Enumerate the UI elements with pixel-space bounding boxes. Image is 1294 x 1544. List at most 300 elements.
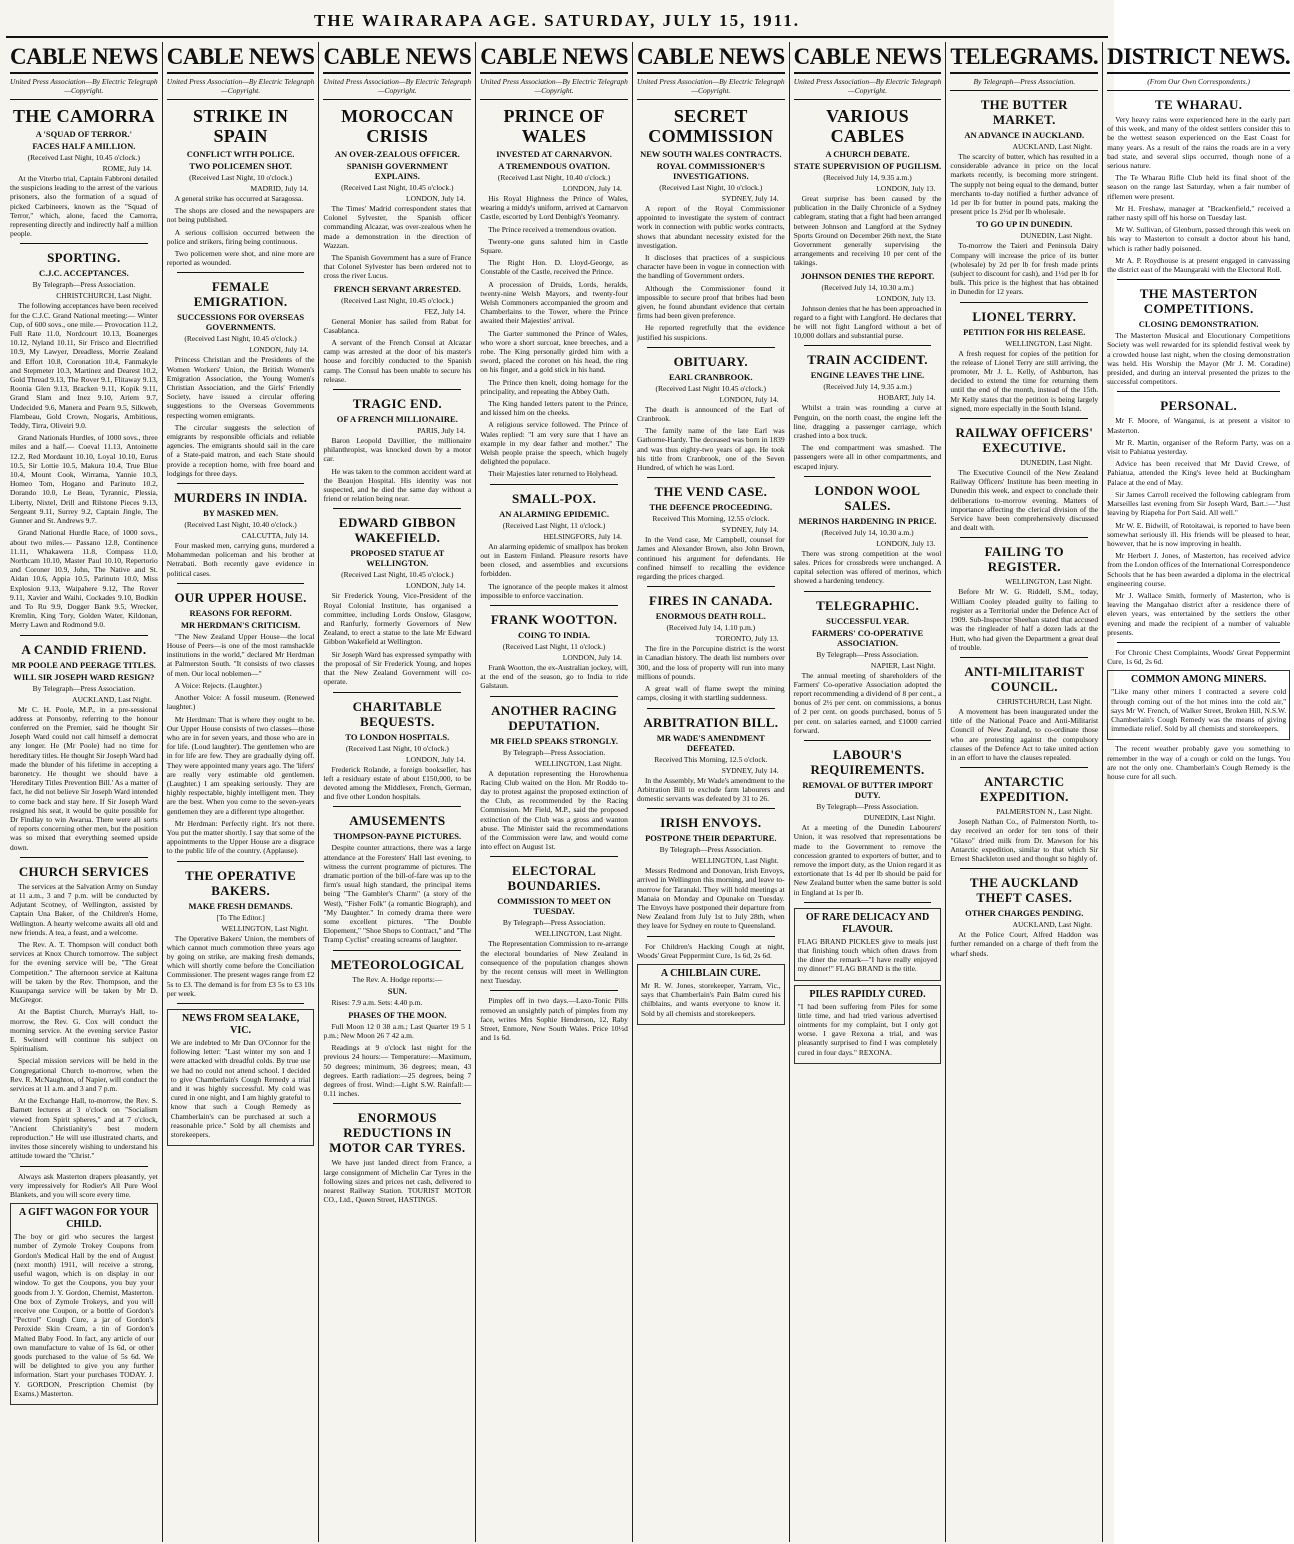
section-divider [960, 418, 1088, 419]
article-paragraph: The following acceptances have been received for the C.J.C. Grand National meeting:— Winter Cup, of 600 sovs., one mile.— Provocation 11.2, Full Rate 11.0, Nordcourt 10.13, Boanerges 10.12, Nyland 10.11, Sir Frisco and Electrified 10.9, My Lawyer, Dreadless, Morrie Zealand and Effort 10.8, Coronation 10.4, Fanmakyle and Stepmeter 10.3, Martinez and Dearest 10.2, Gold Thread 9.13, The Rover 9.1, Flitaway 9.13, Roonia Glen 9.13, Bracken 9.11, Kopik 9.11, Grand Slam and Inez 9.10, Ariem 9.7, Undecided 9.6, Manera and Pearn 9.5, Silkweb, Flambeau, Gold Crown, Nogaris, Ambitious, Teddy, Tirra, Oliveiri 9.0. [10, 301, 158, 431]
press-credit: United Press Association—By Electric Telegraph—Copyright. [637, 74, 785, 100]
section-divider [647, 936, 775, 937]
section-divider [333, 1103, 461, 1104]
received-line: By Telegraph—Press Association. [816, 802, 919, 812]
article-paragraph: For Chronic Chest Complaints, Woods' Great Peppermint Cure, 1s 6d, 2s 6d. [1107, 647, 1291, 667]
article-headline: ENORMOUS REDUCTIONS IN MOTOR CAR TYRES. [329, 1110, 466, 1156]
article-headline: THE CAMORRA [12, 106, 155, 126]
article-headline: THE VEND CASE. [654, 484, 768, 500]
article-headline: THE AUCKLAND THEFT CASES. [969, 875, 1079, 906]
article-paragraph: To-morrow the Taieri and Peninsula Dairy Company will increase the price of its butter (wholesale) by 2d per lb for fresh made prints (subject to discount for cash), and 1½d per lb for bulk. This price is the highest that has obtained in Dunedin for 12 years. [950, 241, 1099, 297]
section-divider [333, 389, 461, 390]
article-subheading: NEW SOUTH WALES CONTRACTS. [640, 149, 782, 159]
article-headline: STRIKE IN SPAIN [192, 106, 289, 146]
article-paragraph: Special mission services will be held in the Congregational Church to-morrow, when the Rev. R. McNaughton, of Napier, will conduct the services at 11 a.m. and 3 and 7 p.m. [10, 1056, 158, 1094]
article-paragraph: The end compartment was smashed. The passengers were all in other compartments, and escaped injury. [793, 443, 942, 471]
article-paragraph: Mr A. P. Roydhouse is at present engaged in canvassing the district east of the Maungaraki with the Electoral Roll. [1107, 255, 1291, 275]
article-subheading: SUN. [387, 985, 407, 996]
article-paragraph: The death is announced of the Earl of Cranbrook. [636, 404, 785, 424]
article-paragraph: Baron Leopold Davillier, the millionaire philanthropist, was knocked down by a motor car. [323, 436, 472, 464]
article-headline: EDWARD GIBBON WAKEFIELD. [338, 515, 456, 546]
received-line: (Received Last Night, 11 o'clock.) [502, 520, 606, 530]
article-paragraph: A report of the Royal Commissioner appointed to investigate the system of contract work in connection with public works contracts, shows that abundant necessity existed for the investigation. [636, 204, 785, 250]
press-credit: (From Our Own Correspondents.) [1107, 74, 1290, 91]
section-divider [804, 476, 932, 477]
article-paragraph: The services at the Salvation Army on Sunday at 11 a.m., 3 and 7 p.m. will be conducted by Adjutant Scotney, of Wellington, assisted by Captain Una Baker, of the Children's Home, Wellington. A hearty welcome awaits all old and new friends. A tea, a feast, and a welcome. [10, 881, 158, 937]
article-subheading: REMOVAL OF BUTTER IMPORT DUTY. [802, 780, 933, 801]
place-dateline: DUNEDIN, Last Night. [1020, 231, 1093, 241]
section-divider [177, 583, 305, 584]
section-divider [960, 302, 1088, 303]
article-paragraph: A servant of the French Consul at Alcazar camp was arrested at the door of his master's house and forcibly conducted to the Spanish camp. The Consul has been unable to secure his release. [323, 338, 472, 384]
article-paragraph: Joseph Nathan Co., of Palmerston North, to-day received an order for ten tons of their "Glaxo" dried milk from Dr. Mawson for his Antarctic expedition, similar to that which Sir Ernest Shackleton used and thought so highly of. [950, 817, 1099, 863]
article-paragraph: Messrs Redmond and Donovan, Irish Envoys, arrived in Wellington this morning, and leave to-morrow for Taranaki. They will hold meetings at Manaia on Monday and Opunake on Tuesday. The Envoys have postponed their departure from New Zealand from July 1st to July 28th, when they leave for Sydney en route to Queensland. [636, 866, 785, 931]
article-subheading: FRENCH SERVANT ARRESTED. [333, 283, 461, 294]
article-headline: THE BUTTER MARKET. [980, 97, 1068, 127]
article-paragraph: For Children's Hacking Cough at night, Woods' Great Peppermint Cure, 1s 6d, 2s 6d. [636, 941, 785, 960]
article-paragraph: Pimples off in two days.—Laxo-Tonic Pills removed an unsightly patch of pimples from my face, writes Mrs Sophie Henderson, 12, Raby Street, Enmore, New South Wales. Price 10½d and 1s 6d. [480, 996, 628, 1043]
received-line: (Received Last Night, 10.40 o'clock.) [184, 520, 297, 530]
article-paragraph: The Representation Commission to re-arrange the electoral boundaries of New Zealand in consequence of the population changes shown by the recent census will meet in Wellington next Tuesday. [480, 939, 628, 986]
article-paragraph: We have just landed direct from France, a large consignment of Michelin Car Tyres in the following sizes and prices net cash, delivered to nearest Railway Station. TOURIST MOTOR CO., Ltd., Queen Street, HASTINGS. [323, 1158, 472, 1205]
received-line: By Telegraph—Press Association. [32, 280, 136, 290]
article-paragraph: Frederick Rolande, a foreign bookseller, has left a residuary estate of about £150,000, to be devoted among the Middlesex, French, German, and five other London hospitals. [323, 764, 472, 802]
article-headline: OBITUARY. [673, 353, 748, 369]
article-subheading: ROYAL COMMISSIONER'S INVESTIGATIONS. [656, 161, 765, 181]
article-subheading: SPANISH GOVERNMENT EXPLAINS. [346, 161, 448, 181]
article-paragraph: The Garter summoned the Prince of Wales, who wore a short surcoat, knee breeches, and a robe. The King personally girded him with a sword, placed the coronet on his head, the ring on his finger, and a gold stick in his hand. [480, 328, 628, 375]
article-subheading: A TREMENDOUS OVATION. [498, 161, 610, 171]
article-paragraph: A Voice: Rejects. (Laughter.) [174, 680, 262, 690]
article-subheading: PROPOSED STATUE AT WELLINGTON. [350, 548, 445, 569]
article-paragraph: At the Exchange Hall, to-morrow, the Rev. S. Barnett lectures at 3 o'clock on "Socialism viewed from Spirit spheres," and at 7 o'clock, "Ancient Christianity's best modern reproduction." He will use illustrated charts, and invites those sincerely wishing to understand his attitude toward the "Christ." [10, 1096, 158, 1161]
article-headline: LABOUR'S REQUIREMENTS. [810, 747, 925, 778]
article-subheading: TWO POLICEMEN SHOT. [189, 161, 292, 171]
article-headline: PRINCE OF WALES [503, 106, 605, 146]
article-paragraph: The Right Hon. D. Lloyd-George, as Constable of the Castle, received the Prince. [480, 258, 628, 277]
article-subheading: OF A FRENCH MILLIONAIRE. [336, 414, 458, 425]
received-line: (Received Last Night, 10 o'clock.) [659, 183, 763, 192]
article-subheading: ENGINE LEAVES THE LINE. [810, 370, 925, 381]
place-dateline: AUCKLAND, Last Night. [1012, 142, 1093, 151]
received-line: Received This Morning, 12.55 o'clock. [652, 514, 770, 524]
article-paragraph: His Royal Highness the Prince of Wales, wearing a middy's uniform, arrived at Carnarvon Castle, escorted by Lord Denbigh's Yeomanry. [480, 194, 628, 222]
place-dateline: LONDON, July 14. [562, 184, 622, 193]
article-headline: ANOTHER RACING DEPUTATION. [491, 702, 618, 733]
place-dateline: LONDON, July 13. [876, 538, 936, 548]
article-headline: ANTI-MILITARIST COUNCIL. [964, 663, 1085, 694]
article-paragraph: At the Police Court, Alfred Haddon was further remanded on a charge of theft from the wharf sheds. [950, 930, 1099, 958]
section-divider [490, 484, 618, 485]
article-paragraph: Two policemen were shot, and nine more are reported as wounded. [166, 249, 315, 268]
place-dateline: FEZ, July 14. [424, 306, 466, 316]
article-paragraph: In the Vend case, Mr Campbell, counsel for James and Alexander Brown, also John Brown, continued his argument for defendants. He confined himself to recalling the evidence regarding the prices charged. [636, 535, 785, 582]
received-line: By Telegraph—Press Association. [816, 649, 919, 659]
article-headline: ELECTORAL BOUNDARIES. [507, 863, 601, 894]
article-headline: METEOROLOGICAL [330, 956, 465, 972]
article-paragraph: It discloses that practices of a suspicious character have been in vogue in connection with the handling of Government orders. [636, 253, 785, 281]
ad-heading: COMMON AMONG MINERS. [1131, 674, 1267, 686]
section-divider [1117, 642, 1280, 643]
article-paragraph: The recent weather probably gave you something to remember in the way of a cough or cold on the lungs. You are not the only one. Chamberlain's Cough Remedy is the house cure for all such. [1107, 744, 1291, 781]
received-line: (Received Last Night, 10.45 o'clock.) [341, 570, 454, 580]
article-subheading: MR WADE'S AMENDMENT DEFEATED. [656, 732, 765, 753]
place-dateline: LONDON, July 14. [406, 581, 466, 591]
article-subheading: MR FIELD SPEAKS STRONGLY. [490, 735, 618, 746]
article-paragraph: Great surprise has been caused by the publication in the Daily Chronicle of a Sydney cablegram, stating that a fight had been arranged between Johnson and Langford at the Sydney Sports Ground on December 26th next, the State Government generally supervising the arrangements and receiving 10 per cent of the takings. [793, 194, 942, 268]
article-headline: SECRET COMMISSION [648, 106, 774, 146]
article-paragraph: Mr J. Wallace Smith, formerly of Masterton, who is leaving the Mangahao district after a residence there of eleven years, was entertained by the settlers the other evening and made the recipient of a number of valuable presents. [1107, 590, 1291, 637]
section-divider [333, 950, 461, 951]
place-dateline: DUNEDIN, Last Night. [1020, 458, 1093, 468]
place-dateline: CHRISTCHURCH, Last Night. [996, 696, 1093, 706]
article-paragraph: A deputation representing the Horowhenua Racing Club waited on the Hon. Mr Roddo to-day to protest against the proposed extinction of the Club, as recommended by the Racing Commission. Mr Field, M.P., said the proposed extinction of the Club was a gross and wanton abuse. The Minister said the recommendations of the Commission were law, and would come into effect on August 1st. [480, 768, 628, 852]
article-paragraph: Whilst a train was rounding a curve at Penguin, on the north coast, the engine left the line, dragging a passenger carriage, which crashed into a box truck. [793, 403, 942, 441]
article-headline: LIONEL TERRY. [972, 308, 1077, 324]
section-divider [177, 1003, 305, 1004]
place-dateline: ROME, July 14. [102, 164, 152, 173]
advertisement [637, 964, 785, 1025]
article-paragraph: The Executive Council of the New Zealand Railway Officers' Institute has been meeting in Dunedin this week, and expect to conclude their deliberations to-morrow evening. Matters of importance affecting the clerical division of the Service have been comprehensively discussed and dealt with. [950, 468, 1099, 533]
article-headline: CHURCH SERVICES [18, 863, 149, 879]
article-subheading: POSTPONE THEIR DEPARTURE. [645, 833, 777, 844]
section-divider [490, 990, 618, 991]
article-subheading: MERINOS HARDENING IN PRICE. [798, 515, 937, 526]
article-paragraph: Johnson denies that he has been approached in regard to a fight with Langford. He declares that he will not fight Langford without a bet of 10,000 dollars and substantial purse. [793, 303, 942, 341]
section-divider [490, 856, 618, 857]
article-paragraph: Full Moon 12 0 38 a.m.; Last Quarter 19 5 1 p.m.; New Moon 26 7 42 a.m. [323, 1021, 472, 1040]
article-headline: MOROCCAN CRISIS [341, 106, 454, 146]
received-line: The Rev. A. Hodge reports:— [352, 974, 443, 984]
place-dateline: AUCKLAND, Last Night. [72, 694, 152, 704]
advertisement [1107, 670, 1290, 740]
article-paragraph: Mr Herdman: That is where they ought to be. Our Upper House consists of two classes—those who are in for seven years, and those who are in for life. (Loud laughter). The gentlemen who are in for life are few. They are gradually dying off. They were appointed many years ago. The 'lifers' are really very estimable old gentlemen. (Laughter.) I am speaking seriously. They are highly respectable, highly intelligent men. They are the best. When you come to the seven-years gentlemen they are a different type altogether. [166, 714, 315, 816]
received-line: [To The Editor.] [216, 912, 265, 922]
received-line: (Received July 14, 10.30 a.m.) [821, 527, 914, 537]
place-dateline: LONDON, July 14. [249, 345, 309, 355]
column-1 [6, 42, 163, 1542]
article-paragraph: Sir James Carroll received the following cablegram from Marseilles last evening from Sir Joseph Ward, Bart.:—"Just leaving by Riapeha for Port Said. All well." [1107, 489, 1291, 518]
section-divider [647, 477, 775, 478]
section-divider [804, 591, 932, 592]
article-paragraph: Mr C. H. Poole, M.P., in a pre-sessional address at Ponsonby, referring to the honour conferred on the Premier, said he thought Sir Joseph Ward could not call himself a democrat any longer. He (Mr Poole) had no time for hereditary titles. He thought Sir Joseph Ward had made the blunder of his lifetime in accepting a baronetcy. He thought we should have a 'Hereditary Titles Prevention Bill.' As a matter of fact, he did not believe Sir Joseph Ward intended to come back and stay here. If Sir Joseph Ward resigned his seat, it would be quite possible for Dr Findlay to win Awarua. There were all sorts of reports concerning other men, but the position was so mixed that everything seemed upside down. [10, 704, 158, 852]
article-paragraph: The Times' Madrid correspondent states that Colonel Sylvester, the Spanish officer commanding Alcazar, was over-zealous when he made a demonstration in the direction of Wazzan. [323, 204, 472, 250]
article-subheading: PHASES OF THE MOON. [348, 1009, 447, 1020]
place-dateline: LONDON, July 14. [719, 394, 779, 404]
article-subheading: THOMPSON-PAYNE PICTURES. [333, 831, 462, 842]
article-paragraph: Despite counter attractions, there was a large attendance at the Foresters' Hall last evening, to witness the current programme of pictures. The dramatic portion of the bill-of-fare was up to the firm's usual high standard, the principal items being "The Gambler's Charm" (a story of the West), "Fisher Folk" (a romantic Biograph), and "My Daughter." In comedy drama there were some excellent pictures. "The Double Elopement," "Shoe Shops to Contract," and "The Tramp Cyclist" creating screams of laughter. [323, 843, 472, 945]
section-divider [20, 1166, 148, 1167]
press-credit: United Press Association—By Electric Telegraph—Copyright. [794, 74, 942, 100]
column-heading: CABLE NEWS [10, 42, 158, 74]
article-subheading: CONFLICT WITH POLICE. [186, 149, 295, 159]
ad-heading: NEWS FROM SEA LAKE, VIC. [181, 1012, 300, 1036]
place-dateline: LONDON, July 14. [406, 194, 466, 203]
place-dateline: WELLINGTON, Last Night. [1005, 577, 1093, 587]
place-dateline: DUNEDIN, Last Night. [863, 813, 936, 823]
section-divider [960, 767, 1088, 768]
place-dateline: WELLINGTON, Last Night. [535, 758, 622, 768]
section-divider [647, 708, 775, 709]
article-paragraph: The Te Wharau Rifle Club held its final shoot of the season on the range last Saturday, when a fair number of riflemen were present. [1107, 173, 1291, 201]
article-headline: LONDON WOOL SALES. [814, 482, 921, 513]
article-headline: TE WHARAU. [1155, 97, 1243, 112]
article-headline: A CANDID FRIEND. [21, 641, 147, 657]
article-subheading: WILL SIR JOSEPH WARD RESIGN? [13, 671, 155, 682]
article-headline: TRAIN ACCIDENT. [807, 352, 928, 368]
article-paragraph: In the Assembly, Mr Wade's amendment to the Arbitration Bill to exclude farm labourers and domestic servants was defeated by 31 to 26. [636, 775, 785, 803]
article-subheading: C.J.C. ACCEPTANCES. [38, 268, 129, 279]
article-headline: MURDERS IN INDIA. [173, 490, 308, 506]
section-divider [490, 605, 618, 606]
article-headline: FIRES IN CANADA. [648, 593, 773, 609]
article-paragraph: Before Mr W. G. Riddell, S.M., today, William Cooley pleaded guilty to failing to register as a Territorial under the Defence Act of 1909. Sub-Inspector Sheehan stated that accused was the ringleader of half a dozen lads at the Hutt, who had given the Department a great deal of trouble. [950, 587, 1099, 652]
column-8 [1103, 42, 1294, 1542]
place-dateline: WELLINGTON, Last Night. [1005, 338, 1093, 348]
section-divider [333, 806, 461, 807]
section-divider [177, 272, 305, 273]
article-paragraph: Mr Herdman: Perfectly right. It's not there. You put the matter shortly. I say that some of the appointments to the Upper House are a disgrace to the public life of the country. (Applause). [166, 818, 315, 856]
advertisement [167, 1009, 315, 1146]
advertisement [10, 1203, 158, 1405]
article-headline: SMALL-POX. [511, 490, 597, 506]
column-heading: TELEGRAMS. [950, 42, 1098, 74]
column-4 [476, 42, 633, 1542]
column-3 [319, 42, 476, 1542]
section-divider [647, 586, 775, 587]
article-paragraph: The annual meeting of shareholders of the Farmers' Co-operative Association adopted the report recommending a dividend of 8 per cent., a bonus of 2½ per cent. on commissions, a bonus of 2 per cent. on goods purchased, bonus of 5 per cent. on salaries earned, and £1000 carried forward. [793, 670, 942, 735]
column-2 [163, 42, 320, 1542]
article-subheading: MR POOLE AND PEERAGE TITLES. [11, 659, 156, 670]
article-headline: THE MASTERTON COMPETITIONS. [1139, 286, 1258, 317]
article-subheading: A 'SQUAD OF TERROR.' [35, 129, 133, 139]
article-paragraph: Princess Christian and the Presidents of the Women Workers' Union, the British Women's Emigration Association, the Young Women's Christian Association, and the Girls' Friendly Society, have issued a circular offering suggestions to the Overseas Governments respecting women emigrants. [166, 355, 315, 420]
article-paragraph: Mr H. Freshaw, manager at "Brackenfield," received a rather nasty spill off his horse on Tuesday last. [1107, 203, 1291, 223]
place-dateline: SYDNEY, July 14. [721, 525, 779, 535]
place-dateline: CHRISTCHURCH, Last Night. [56, 291, 152, 301]
article-headline: FRANK WOOTTON. [490, 611, 618, 627]
article-paragraph: Advice has been received that Mr David Crewe, of Pahiatua, attended the King's levee held at Buckingham Palace at the end of May. [1107, 459, 1291, 487]
article-subheading: PETITION FOR HIS RELEASE. [963, 326, 1086, 337]
ad-body: FLAG BRAND PICKLES give to meals just that finishing touch which often draws from the diner the remark—"I have really enjoyed my dinner!" FLAG BRAND is the title. [797, 936, 938, 974]
place-dateline: NAPIER, Last Night. [870, 660, 936, 670]
place-dateline: WELLINGTON, Last Night. [535, 929, 622, 939]
article-subheading: REASONS FOR REFORM. [189, 607, 292, 618]
place-dateline: HOBART, July 14. [878, 393, 936, 403]
article-paragraph: There was strong competition at the wool sales. Prices for crossbreds were unchanged. A capital selection was offered of merinos, which showed a hardening tendency. [793, 548, 942, 586]
article-paragraph: Readings at 9 o'clock last night for the previous 24 hours:— Temperature:—Maximum, 50 degrees; minimum, 36 degrees; mean, 43 degrees. Earth radiation:—25 degrees, being 7 degrees of frost. Wind:—Light S.W. Rainfall:—0.11 inches. [323, 1043, 472, 1099]
article-paragraph: Mr R. Martin, organiser of the Reform Party, was on a visit to Pahiatua yesterday. [1107, 437, 1291, 457]
column-heading: DISTRICT NEWS. [1107, 42, 1290, 74]
article-subheading: SUCCESSIONS FOR OVERSEAS GOVERNMENTS. [177, 312, 305, 333]
received-line: By Telegraph—Press Association. [502, 747, 606, 757]
article-paragraph: The family name of the late Earl was Gathorne-Hardy. The deceased was born in 1839 and was thus eighty-two years of age. He took his title from Cranbrook, one of the Seven Hundred, of which he was Lord. [636, 426, 785, 473]
article-paragraph: Mr W. Sullivan, of Glenburn, passed through this week on his way to Masterton to consult a doctor about his hand, which is rather badly poisoned. [1107, 225, 1291, 253]
press-credit: United Press Association—By Electric Telegraph—Copyright. [480, 74, 628, 100]
article-subheading: AN ALARMING EPIDEMIC. [499, 508, 609, 519]
article-paragraph: Mr F. Moore, of Wanganui, is at present a visitor to Masterton. [1107, 416, 1291, 435]
article-subheading: CLOSING DEMONSTRATION. [1138, 319, 1259, 330]
advertisement [794, 985, 942, 1064]
article-subheading: MAKE FRESH DEMANDS. [188, 900, 293, 911]
article-paragraph: At the Viterbo trial, Captain Fabbroni detailed the suspicions leading to the arrest of the various prisoners, also the formation of a squad of picked Carbineers, known as the "Squad of Terror," which, alone, faced the Camorra, representing directly and indirectly half a million people. [10, 174, 158, 239]
press-credit: United Press Association—By Electric Telegraph—Copyright. [167, 74, 315, 100]
received-line: (Received Last Night, 11 o'clock.) [502, 641, 606, 651]
article-subheading: BY MASKED MEN. [203, 508, 279, 519]
article-paragraph: Always ask Masterton drapers pleasantly, yet very impressively for Rodier's All Pure Wool Blankets, and you will score every time. [10, 1171, 158, 1200]
received-line: (Received July 14, 9.35 a.m.) [823, 173, 912, 182]
received-line: (Received Last Night 10.45 o'clock.) [655, 383, 767, 393]
place-dateline: CALCUTTA, July 14. [241, 531, 309, 541]
place-dateline: SYDNEY, July 14. [721, 765, 779, 775]
ad-body: "Like many other miners I contracted a severe cold through coming out of the hot mines into the cold air," says Mr W. French, of Walker Street, Broken Hill, N.S.W. Chamberlain's Cough Remedy was the means of giving immediate relief. Sold by all chemists and storekeepers. [1111, 687, 1287, 734]
section-divider [20, 243, 148, 244]
section-divider [804, 345, 932, 346]
received-line: (Received Last Night, 10.45 o'clock.) [341, 183, 454, 192]
article-headline: RAILWAY OFFICERS' EXECUTIVE. [955, 425, 1094, 456]
section-divider [1117, 279, 1280, 280]
article-paragraph: The King handed letters patent to the Prince, and kissed him on the cheeks. [480, 399, 628, 418]
place-dateline: LONDON, July 14. [562, 652, 622, 662]
place-dateline: PARIS, July 14. [417, 426, 466, 436]
section-divider [804, 902, 932, 903]
article-subheading: FACES HALF A MILLION. [32, 141, 136, 151]
article-headline: AMUSEMENTS [349, 813, 446, 829]
article-headline: TRAGIC END. [352, 396, 442, 412]
article-headline: CHARITABLE BEQUESTS. [352, 698, 443, 729]
article-paragraph: Grand National Hurdle Race, of 1000 sovs., about two miles.— Passano 12.8, Continence 11.11, Whakawera 11.8, Compass 11.0, Northcam 10.10, Master Paul 10.10, Repertorio and Coroner 10.9, John, The Native and St. Aidan 10.6, Appia 10.5, Parinuto 10.0, Miss Explosion 9.13, Waipahere 9.12, The Rover 9.11, Xavier and Waihi, Cockades 9.10, Bodkin and To Ru 9.9, Dogger Bank 9.5, Wrecker, Kremlin, King Tory, Golden Water, Kildonan, Merry Lawn and Rodmond 9.0. [10, 528, 158, 630]
article-subheading: TO GO UP IN DUNEDIN. [976, 219, 1073, 230]
article-headline: THE OPERATIVE BAKERS. [185, 867, 297, 898]
advertisement [794, 908, 942, 981]
article-subheading: AN OVER-ZEALOUS OFFICER. [334, 149, 460, 159]
article-paragraph: The Rev. A. T. Thompson will conduct both services at Knox Church tomorrow. The subject for the evening service will be, "The Great Competition." The afternoon service at Kaituna will be taken by the Rev. Thompson, and the Kuaupanga service will be taken by Mr D. McGregor. [10, 940, 158, 1005]
article-subheading: COMMISSION TO MEET ON TUESDAY. [497, 896, 611, 917]
article-paragraph: A fresh request for copies of the petition for the release of Lionel Terry are still arriving, the promoter, Mr J. L. Kelly, of Ashburton, has decided to extend the time for returning them until the end of the month, instead of the 15th. Mr Kelly states that the petition is being largely signed, more especially in the South Island. [950, 348, 1099, 413]
place-dateline: MADRID, July 14. [250, 184, 309, 193]
article-paragraph: He reported regretfully that the evidence justified his suspicions. [636, 323, 785, 342]
section-divider [333, 692, 461, 693]
section-divider [960, 537, 1088, 538]
ad-body: "I had been suffering from Piles for some little time, and had tried various advertised ointments for my complaint, but I only got worse. I gave Rexona a trial, and was pleasantly surprised to find I was completely cured in four days." REXONA. [797, 1001, 938, 1057]
column-7 [946, 42, 1103, 1542]
received-line: (Received July 14, 10.30 a.m.) [821, 282, 914, 292]
place-dateline: TORONTO, July 13. [715, 634, 779, 644]
press-credit: By Telegraph—Press Association. [950, 74, 1098, 91]
article-headline: TELEGRAPHIC. [816, 597, 919, 613]
section-divider [177, 861, 305, 862]
place-dateline: HELSINGFORS, July 14. [543, 531, 622, 541]
article-paragraph: Although the Commissioner found it impossible to secure proof that bribes had been given, he found abundant evidence that certain firms had been given preference. [636, 283, 785, 321]
article-paragraph: Four masked men, carrying guns, murdered a Mohammedan policeman and his brother at Netrabati. Both recently gave evidence in political cases. [166, 541, 315, 578]
article-paragraph: "The New Zealand Upper House—the local House of Peers—is one of the most ramshackle institutions in the world," declared Mr Herdman at Palmerston South. "It consists of two classes of men. Our local noblemen—" [166, 631, 315, 678]
article-paragraph: The Masterton Musical and Elocutionary Competitions Society was well rewarded for its splendid festival week by a crowded house last night, when the closing demonstration was held. His Worship the Mayor (Mr J. M. Coradine) presided, and during an interval presented the prizes to the successful competitors. [1107, 331, 1291, 387]
article-paragraph: The scarcity of butter, which has resulted in a considerable advance in price on the local markets recently, is becoming more stringent. The supply not being equal to the demand, butter merchants to-day notified a further advance of 1d per lb for butter in pound pats, making the present price 1s 2½d per lb wholesale. [950, 152, 1099, 217]
section-divider [20, 635, 148, 636]
section-divider [960, 868, 1088, 869]
masthead: THE WAIRARAPA AGE. SATURDAY, JULY 15, 1911. [6, 6, 1108, 38]
article-paragraph: The Prince then knelt, doing homage for the principality, and repeating the Abbey Oath. [480, 377, 628, 396]
column-heading: CABLE NEWS [323, 42, 471, 74]
article-paragraph: A movement has been inaugurated under the title of the National Peace and Anti-Militarist Council of New Zealand, to co-ordinate those who are protesting against the compulsory clauses of the Defence Act to take united action in an effort to have the clauses repealed. [950, 706, 1099, 762]
article-paragraph: The Operative Bakers' Union, the members of which cannot much commotion three years ago by going on strike, are making fresh demands, which will shortly come before the Conciliation Commissioner. The present wages range from £2 5s to £3. The demand is for from £3 5s to £3 10s per week. [166, 933, 315, 998]
ad-heading: OF RARE DELICACY AND FLAVOUR. [805, 911, 930, 935]
column-5 [633, 42, 790, 1542]
section-divider [20, 857, 148, 858]
column-heading: CABLE NEWS [480, 42, 628, 74]
section-divider [647, 347, 775, 348]
article-paragraph: Twenty-one guns saluted him in Castle Square. [480, 236, 628, 256]
article-headline: VARIOUS CABLES [826, 106, 909, 146]
column-6 [790, 42, 947, 1542]
section-divider [960, 657, 1088, 658]
article-paragraph: At the Baptist Church, Murray's Hall, to-morrow, the Rev. G. Cox will conduct the morning service. At the evening service Pastor E. Swinerd will continue his subject on Spiritualism. [10, 1007, 158, 1054]
place-dateline: LONDON, July 13. [876, 293, 936, 303]
article-paragraph: Frank Wootton, the ex-Australian jockey, will, at the end of the season, go to India to ride Galstaun. [480, 662, 628, 691]
article-subheading: JOHNSON DENIES THE REPORT. [800, 270, 935, 281]
place-dateline: LONDON, July 13. [876, 184, 936, 193]
column-container [6, 42, 1291, 1542]
received-line: (Received Last Night, 10 o'clock.) [345, 743, 449, 753]
article-paragraph: A great wall of flame swept the mining camps, closing it with startling suddenness. [636, 684, 785, 703]
article-subheading: SUCCESSFUL YEAR. [826, 615, 909, 626]
section-divider [647, 808, 775, 809]
article-subheading: FARMERS' CO-OPERATIVE ASSOCIATION. [811, 627, 924, 648]
article-subheading: INVESTED AT CARNARVON. [496, 149, 612, 159]
place-dateline: AUCKLAND, Last Night. [1012, 920, 1093, 930]
column-heading: CABLE NEWS [794, 42, 942, 74]
article-subheading: EARL CRANBROOK. [669, 371, 753, 382]
received-line: (Received July 14, 9.35 a.m.) [823, 382, 912, 392]
received-line: (Received Last Night, 10.45 o'clock.) [27, 153, 141, 162]
article-paragraph: Very heavy rains were experienced here in the early part of this week, and many of the oldest settlers consider this to be the wettest season experienced on the East Coast for many years. As a result of the rains the roads are in a very bad state, and several slips occurred, though none of a serious nature. [1107, 115, 1291, 171]
received-line: (Received Last Night, 10.40 o'clock.) [497, 173, 611, 182]
article-subheading: ENORMOUS DEATH ROLL. [655, 611, 766, 622]
article-paragraph: Mr Herbert J. Jones, of Masterton, has received advice from the London offices of the International Correspondence Schools that he has been awarded a diploma in the electrical engineering course. [1107, 551, 1291, 588]
ad-body: The boy or girl who secures the largest number of Zymole Trokey Coupons from Gordon's Medical Hall by the end of August (next month) 1911, will receive a strong, useful wagon, which is on display in our window. To get the Coupons, you buy your goods from J. Y. Gordon, Chemist, Masterton. One box of Zymole Trokeys, and you will receive one Coupon, or a bottle of Gordon's "Pectrol" Cough Cure, a jar of Gordon's Peroxide Skin Cream, a tin of Gordon's Malted Baby Food. In fact, any article of our own manufacture to value of 1s 6d, or other goods purchased to the value of 5s 6d. We will be delighted to give you any further information. Start your purchases TODAY. J. Y. GORDON, Prescription Chemist (by Exams.) Masterton. [14, 1232, 154, 1398]
section-divider [1117, 391, 1280, 392]
section-divider [490, 696, 618, 697]
article-paragraph: The fire in the Porcupine district is the worst in Canadian history. The death list numbers over 300, and the loss of property will run into many millions of pounds. [636, 644, 785, 681]
section-divider [177, 483, 305, 484]
article-paragraph: The Prince received a tremendous ovation. [488, 224, 617, 234]
article-paragraph: Their Majesties later returned to Holyhead. [488, 469, 618, 479]
place-dateline: SYDNEY, July 14. [721, 194, 779, 203]
ad-body: We are indebted to Mr Dan O'Connor for the following letter: "Last winter my son and I were attacked with dreadful colds. By true use we had no could not attend school. I decided to give Chamberlain's Cough Remedy a trial and it was highly successful. My cold was cured in one night, and I am highly grateful to know that such a Cough Remedy as Chamberlain's can be purchased at such a reasonable price." Sold by all chemists and storekeepers. [170, 1037, 311, 1139]
article-subheading: OTHER CHARGES PENDING. [965, 908, 1084, 919]
article-subheading: MR HERDMAN'S CRITICISM. [180, 619, 301, 630]
article-paragraph: At a meeting of the Dunedin Labourers' Union, it was resolved that representations be made to the Government to remove the concession granted to exporters of butter, and to remove the import duty, as the Union regard it as extortionate that 1s 4d per lb should be paid for New Zealand butter when the same butter is sold in England at 1s per lb. [793, 823, 942, 897]
article-subheading: A CHURCH DEBATE. [825, 149, 910, 159]
article-paragraph: A serious collision occurred between the police and strikers, firing being continuous. [166, 227, 315, 246]
received-line: By Telegraph—Press Association. [659, 845, 763, 855]
ad-body: Mr R. W. Jones, storekeeper, Yarram, Vic., says that Chamberlain's Pain Balm cured his chilblains, and wants everyone to know it. Sold by all chemists and storekeepers. [640, 980, 781, 1018]
article-subheading: STATE SUPERVISION OF PUGILISM. [793, 161, 942, 171]
article-paragraph: The circular suggests the selection of emigrants by responsible officials and reliable agencies. The emigrants should sail in the care of a State-paid matron, and each State should provide a reception home, with free board and lodgings for three days. [166, 422, 315, 478]
ad-heading: A CHILBLAIN CURE. [660, 967, 761, 979]
received-line: (Received Last Night, 10.45 o'clock.) [341, 295, 454, 305]
article-paragraph: Grand Nationals Hurdles, of 1000 sovs., three miles and a half.— Coeval 11.13, Antoinette 12.2, Red Mordaunt 10.10, Loyal 10.10, Eurus 10.5, Sir Lottie 10.5, Makura 10.4, True Blue 10.4, Mount Cook, Wirrama, Yannie 10.3, Homeo Tom, Hogano and Parinuto 10.2, Dorando 10.0, Le Beau, Tyrannic, Plessia, Liberty, Nixtel, Drill and Rilstone Pieces 9.13, Sergeant 9.11, Surrey 9.2, Captain Jingle, The Gunner and St. Andrews 9.7. [10, 433, 158, 526]
article-paragraph: Sir Frederick Young, Vice-President of the Royal Colonial Institute, has organised a committee, including Lords Onslow, Glasgow, and Ranfurly, formerly Governors of New Zealand, to erect a statue to the late Mr Edward Gibbon Wakefield at Wellington. [323, 591, 472, 647]
article-headline: SPORTING. [47, 250, 121, 266]
press-credit: United Press Association—By Electric Telegraph—Copyright. [10, 74, 158, 100]
article-subheading: COING TO INDIA. [517, 629, 591, 640]
place-dateline: WELLINGTON, Last Night. [691, 856, 779, 866]
article-headline: ARBITRATION BILL. [643, 714, 779, 730]
article-paragraph: A general strike has occurred at Saragossa. [174, 194, 304, 203]
article-paragraph: The ignorance of the people makes it almost impossible to enforce vaccination. [480, 581, 628, 600]
article-headline: PERSONAL. [1160, 398, 1238, 414]
